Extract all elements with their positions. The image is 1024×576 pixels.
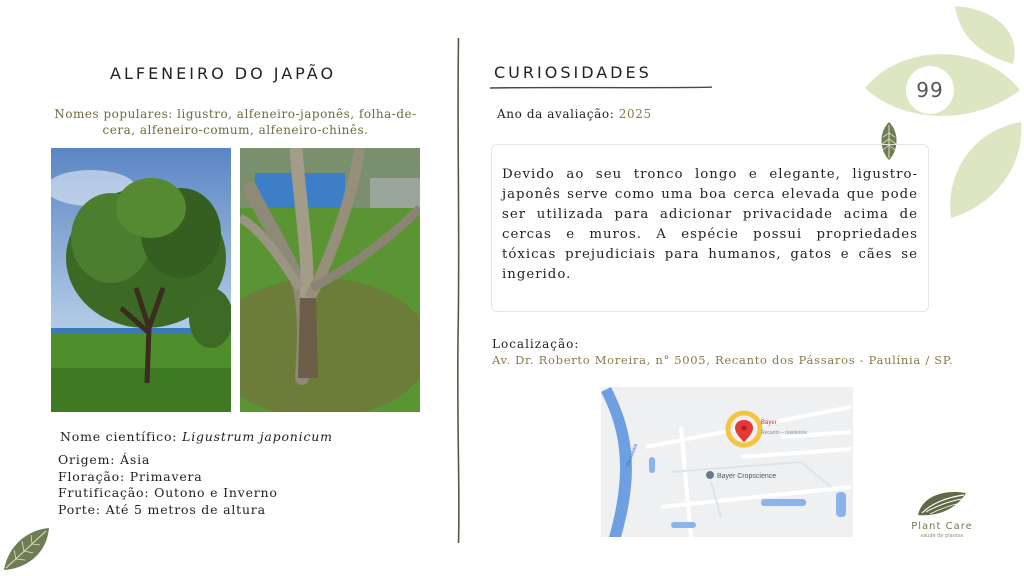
- logo-tagline: saúde de plantas: [920, 533, 964, 539]
- leaf-decoration-bottom-left: [2, 526, 52, 574]
- map-road-label: Rio Atibaia: [625, 443, 640, 468]
- map-pin-label: Bayer: [761, 420, 777, 426]
- scientific-name-line: [60, 429, 333, 444]
- title-underline: [490, 86, 712, 89]
- popular-names: Nomes populares: ligustro, alfeneiro-japonês, folha-de-cera, alfeneiro-comum, alfeneiro-chinês.: [54, 107, 417, 137]
- year-value: 2025: [618, 107, 652, 121]
- flowering-fact: Floração: Primavera: [58, 468, 203, 484]
- section-title: CURIOSIDADES: [494, 63, 652, 82]
- trunk-photo: [240, 148, 420, 412]
- curiosity-card: [491, 144, 929, 312]
- plant-care-logo-icon: [914, 487, 970, 519]
- vertical-divider: [456, 38, 461, 543]
- curiosity-text: Devido ao seu tronco longo e elegante, ligustro-japonês serve como uma boa cerca elevada que pode ser utilizada para adicionar privacidade acima de cercas e muros. A espécie possui propriedades tóxicas prejudiciais para humanos, gatos e cães se ingerido.: [502, 167, 918, 282]
- logo-name: Plant Care: [911, 521, 973, 532]
- scientific-label: Nome científico:: [60, 429, 178, 444]
- map-place-label: Bayer Cropscience: [717, 473, 777, 480]
- location-map[interactable]: [601, 387, 853, 537]
- evaluation-year: [497, 107, 652, 121]
- scientific-name: Ligustrum japonicum: [182, 429, 333, 444]
- tree-photo: [51, 148, 231, 412]
- size-fact: Porte: Até 5 metros de altura: [58, 501, 266, 517]
- location-label: Localização:: [492, 337, 580, 351]
- fruiting-fact: Frutificação: Outono e Inverno: [58, 485, 278, 500]
- plant-title: ALFENEIRO DO JAPÃO: [110, 64, 337, 83]
- location-address: Av. Dr. Roberto Moreira, n° 5005, Recanto dos Pássaros - Paulínia / SP.: [492, 353, 954, 367]
- map-pin-sublabel: Recanto – residence: [761, 430, 807, 436]
- year-label: Ano da avaliação:: [497, 107, 615, 121]
- page-number-badge: 99: [906, 66, 954, 114]
- plant-facts: [58, 452, 278, 518]
- origin-fact: Origem: Ásia: [58, 452, 151, 467]
